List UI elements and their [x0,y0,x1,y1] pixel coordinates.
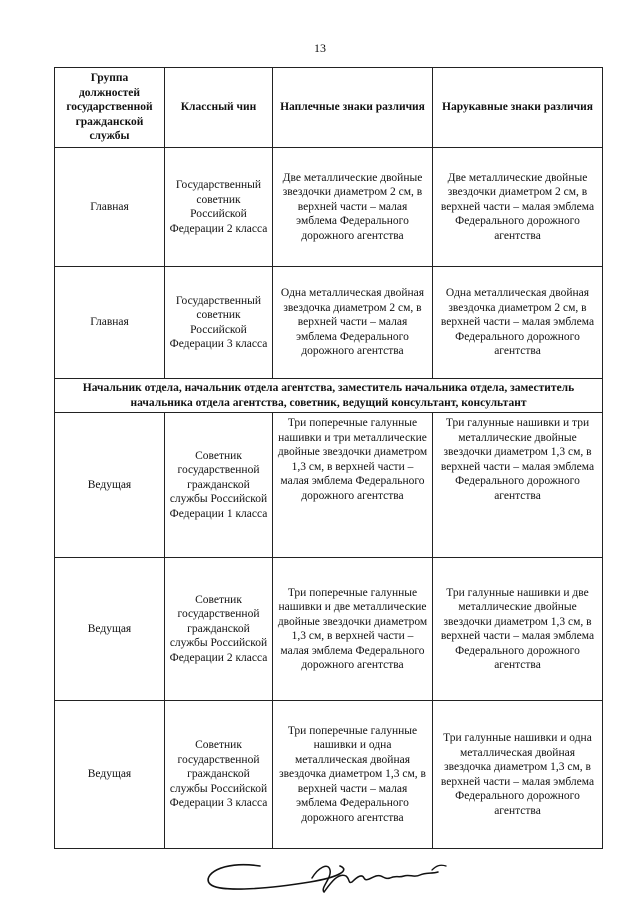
table-row [55,701,603,849]
cell-shoulder: Три поперечные галунные нашивки и три металлические двойные звездочки диаметром 1,3 см, в верхней части – малая эмблема Федерального дорожного агентства [273,413,433,558]
cell-sleeve: Три галунные нашивки и три металлические двойные звездочки диаметром 1,3 см, в верхней части – малая эмблема Федерального дорожного агентства [433,413,603,558]
cell-group: Главная [55,148,165,267]
header-rank: Классный чин [165,68,273,148]
cell-rank: Советник государственной гражданской службы Российской Федерации 3 класса [165,701,273,849]
cell-group: Главная [55,267,165,379]
cell-rank: Советник государственной гражданской службы Российской Федерации 2 класса [165,558,273,701]
section-title: Начальник отдела, начальник отдела агентства, заместитель начальника отдела, заместитель начальника отдела агентства, советник, ведущий консультант, консультант [55,379,603,413]
section-row [55,379,603,413]
header-row [55,68,603,148]
cell-group: Ведущая [55,701,165,849]
cell-shoulder: Две металлические двойные звездочки диаметром 2 см, в верхней части – малая эмблема Федерального дорожного агентства [273,148,433,267]
header-group: Группа должностей государственной гражданской службы [55,68,165,148]
cell-group: Ведущая [55,558,165,701]
table-row [55,413,603,558]
cell-shoulder: Одна металлическая двойная звездочка диаметром 2 см, в верхней части – малая эмблема Федерального дорожного агентства [273,267,433,379]
cell-shoulder: Три поперечные галунные нашивки и одна металлическая двойная звездочка диаметром 1,3 см, в верхней части – малая эмблема Федерального дорожного агентства [273,701,433,849]
cell-rank: Государственный советник Российской Федерации 2 класса [165,148,273,267]
header-shoulder: Наплечные знаки различия [273,68,433,148]
signature [200,848,460,898]
insignia-table [54,67,603,849]
cell-sleeve: Три галунные нашивки и одна металлическая двойная звездочка диаметром 1,3 см, в верхней части – малая эмблема Федерального дорожного агентства [433,701,603,849]
cell-group: Ведущая [55,413,165,558]
cell-sleeve: Три галунные нашивки и две металлические двойные звездочки диаметром 1,3 см, в верхней части – малая эмблема Федерального дорожного агентства [433,558,603,701]
table-row [55,148,603,267]
cell-sleeve: Одна металлическая двойная звездочка диаметром 2 см, в верхней части – малая эмблема Федерального дорожного агентства [433,267,603,379]
cell-rank: Советник государственной гражданской службы Российской Федерации 1 класса [165,413,273,558]
cell-shoulder: Три поперечные галунные нашивки и две металлические двойные звездочки диаметром 1,3 см, в верхней части – малая эмблема Федерального дорожного агентства [273,558,433,701]
table-row [55,558,603,701]
cell-rank: Государственный советник Российской Федерации 3 класса [165,267,273,379]
cell-sleeve: Две металлические двойные звездочки диаметром 2 см, в верхней части – малая эмблема Федерального дорожного агентства [433,148,603,267]
page-number: 13 [314,41,326,55]
header-sleeve: Нарукавные знаки различия [433,68,603,148]
table-row [55,267,603,379]
